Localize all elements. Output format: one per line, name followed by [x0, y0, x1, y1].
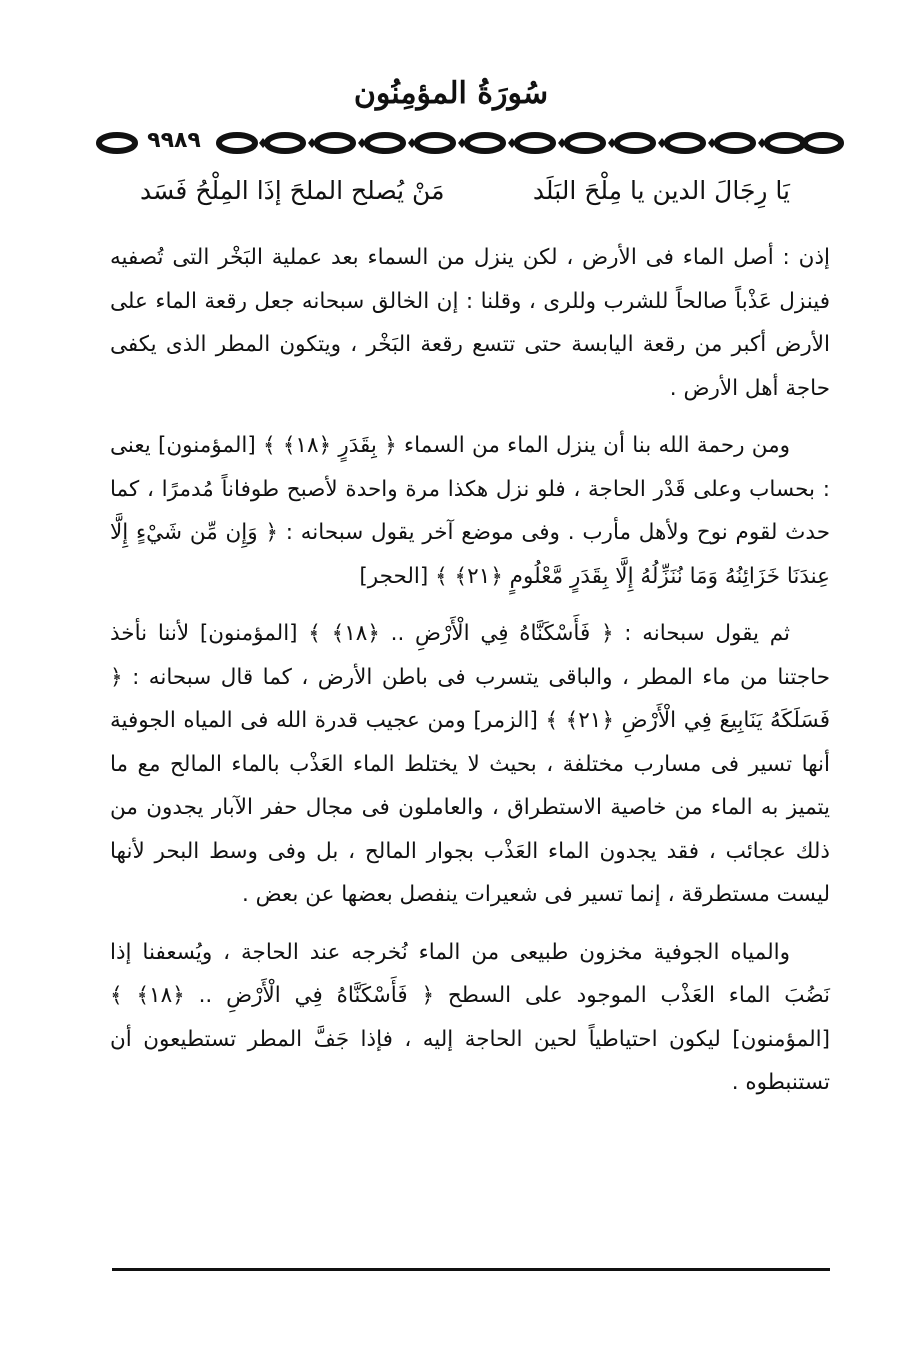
bottom-divider — [112, 1268, 830, 1271]
ornamental-border — [95, 126, 845, 160]
poem-verse — [140, 176, 790, 222]
paragraph-2: ومن رحمة الله بنا أن ينزل الماء من السماء ﴿ بِقَدَرٍ ﴿١٨﴾ ﴾ [المؤمنون] يعنى : بحساب وعلى قَدْر الحاجة ، فلو نزل هكذا مرة واحدة لأصبح طوفاناً مُدمرًا ، كما حدث لقوم نوح ولأهل مأرب . وفى موضع آخر يقول سبحانه : ﴿ وَإِن مِّن شَيْءٍ إِلَّا عِندَنَا خَزَائِنُهُ وَمَا نُنَزِّلُهُ إِلَّا بِقَدَرٍ مَّعْلُومٍ ﴿٢١﴾ ﴾ [الحجر] — [110, 433, 830, 589]
poem-hemistich-second: مَنْ يُصلح الملحَ إذَا المِلْحُ فَسَد — [140, 176, 445, 205]
chain-ornament-icon — [95, 126, 845, 160]
paragraph-1: إذن : أصل الماء فى الأرض ، لكن ينزل من السماء بعد عملية البَخْر التى تُصفيه فينزل عَذْباً صالحاً للشرب وللرى ، وقلنا : إن الخالق سبحانه جعل رقعة الماء على الأرض أكبر من رقعة اليابسة حتى تتسع رقعة البَخْر ، ويتكون المطر الذى يكفى حاجة أهل الأرض . — [110, 245, 830, 401]
paragraph-4: والمياه الجوفية مخزون طبيعى من الماء نُخرجه عند الحاجة ، ويُسعفنا إذا نَضُبَ الماء العَذْب الموجود على السطح ﴿ فَأَسْكَنَّاهُ فِي الْأَرْضِ .. ﴿١٨﴾ ﴾ [المؤمنون] ليكون احتياطياً لحين الحاجة إليه ، فإذا جَفَّ المطر تستطيعون أن تستنبطوه . — [110, 939, 831, 1095]
paragraph-3: ثم يقول سبحانه : ﴿ فَأَسْكَنَّاهُ فِي الْأَرْضِ .. ﴿١٨﴾ ﴾ [المؤمنون] لأننا نأخذ حاجتنا من ماء المطر ، والباقى يتسرب فى باطن الأرض ، كما قال سبحانه : ﴿ فَسَلَكَهُ يَنَابِيعَ فِي الْأَرْضِ ﴿٢١﴾ ﴾ [الزمر] ومن عجيب قدرة الله فى المياه الجوفية أنها تسير فى مسارب مختلفة ، بحيث لا يختلط الماء العَذْب بالماء المالح مع ما يتميز به الماء من خاصية الاستطراق ، والعاملون فى مجال حفر الآبار يجدون من ذلك عجائب ، فقد يجدون الماء العَذْب بجوار المالح ، بل وفى وسط البحر لأنها ليست مستطرقة ، إنما تسير فى شعيرات ينفصل بعضها عن بعض . — [110, 621, 831, 907]
body-text — [110, 236, 830, 1119]
page-number: ٩٩٨٩ — [142, 128, 206, 154]
surah-title: سُورَةُ المؤمِنُون — [353, 76, 549, 111]
poem-hemistich-first: يَا رِجَالَ الدين يا مِلْحَ البَلَد — [532, 176, 790, 205]
